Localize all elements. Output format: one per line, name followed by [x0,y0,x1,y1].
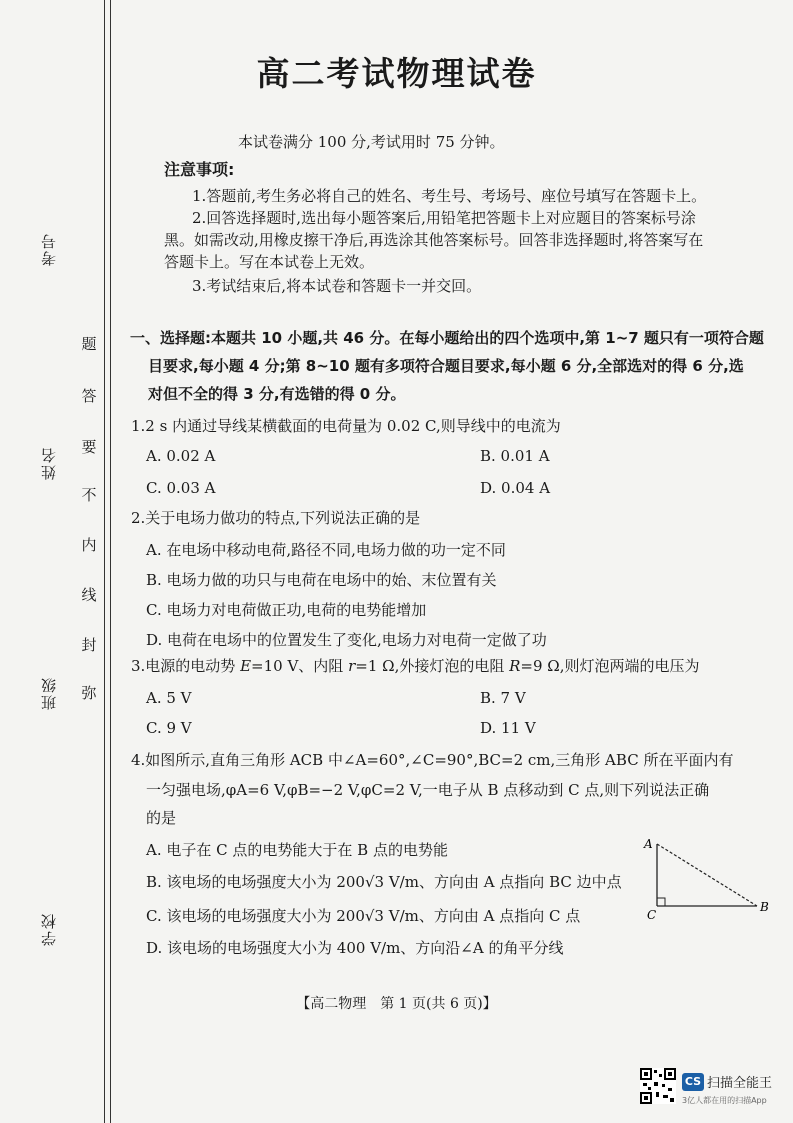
q1-option-b: B. 0.01 A [480,447,550,465]
section-heading-line-2: 目要求,每小题 4 分;第 8~10 题有多项符合题目要求,每小题 6 分,全部选对的得 6 分,选 [148,357,744,375]
q2-stem: 2.关于电场力做功的特点,下列说法正确的是 [131,509,421,527]
q2-option-d: D. 电荷在电场中的位置发生了变化,电场力对电荷一定做了功 [146,631,547,649]
q4-stem-line-1: 4.如图所示,直角三角形 ACB 中∠A=60°,∠C=90°,BC=2 cm,三角形 ABC 所在平面内有 [131,751,734,769]
camscanner-tagline: 3亿人都在用的扫描App [682,1096,767,1105]
seal-char-4: 不 [81,486,97,504]
notice-line-3: 黑。如需改动,用橡皮擦干净后,再选涂其他答案标号。回答非选择题时,将答案写在 [164,231,704,249]
qr-code-icon [640,1068,676,1104]
notice-heading: 注意事项: [164,160,235,179]
binding-line-outer [104,0,105,1123]
seal-char-3: 要 [81,438,97,456]
right-angle-mark [657,898,665,906]
q1-option-d: D. 0.04 A [480,479,551,497]
q3-stem: 3.电源的电动势 E=10 V、内阻 r=1 Ω,外接灯泡的电阻 R=9 Ω,则灯泡两端的电压为 [131,657,700,675]
notice-line-2: 2.回答选择题时,选出每小题答案后,用铅笔把答题卡上对应题目的答案标号涂 [192,209,696,227]
section-heading-line-3: 对但不全的得 3 分,有选错的得 0 分。 [148,385,406,403]
q2-option-c: C. 电场力对电荷做正功,电荷的电势能增加 [146,601,427,619]
notice-line-4: 答题卡上。写在本试卷上无效。 [164,253,375,271]
seal-char-8: 弥 [81,684,97,702]
q3-option-d: D. 11 V [480,719,536,737]
seal-char-6: 线 [81,586,97,604]
notice-line-1: 1.答题前,考生务必将自己的姓名、考生号、考场号、座位号填写在答题卡上。 [192,187,707,205]
notice-line-5: 3.考试结束后,将本试卷和答题卡一并交回。 [192,277,482,295]
q4-stem-line-3: 的是 [146,809,177,827]
side-ab [657,844,757,906]
q1-stem: 1.2 s 内通过导线某横截面的电荷量为 0.02 C,则导线中的电流为 [131,417,561,435]
camscanner-name: 扫描全能王 [707,1076,773,1091]
q4-option-a: A. 电子在 C 点的电势能大于在 B 点的电势能 [146,841,448,859]
seal-char-5: 内 [81,536,97,554]
q3-option-a: A. 5 V [146,689,192,707]
seal-char-7: 封 [81,636,97,654]
vertex-c-label: C [647,908,657,922]
q2-option-b: B. 电场力做的功只与电荷在电场中的始、末位置有关 [146,571,497,589]
triangle-figure [630,832,780,922]
vertex-a-label: A [644,837,653,851]
exam-subtitle: 本试卷满分 100 分,考试用时 75 分钟。 [238,133,505,151]
q1-option-c: C. 0.03 A [146,479,216,497]
q3-option-c: C. 9 V [146,719,192,737]
q2-option-a: A. 在电场中移动电荷,路径不同,电场力做的功一定不同 [146,541,506,559]
q3-option-b: B. 7 V [480,689,526,707]
seal-char-2: 答 [81,387,97,405]
q4-option-d: D. 该电场的电场强度大小为 400 V/m、方向沿∠A 的角平分线 [146,939,564,957]
section-heading-line-1: 一、选择题:本题共 10 小题,共 46 分。在每小题给出的四个选项中,第 1~7 题只有一项符合题 [130,329,764,347]
binding-line-inner [110,0,111,1123]
q4-stem-line-2: 一匀强电场,φA=6 V,φB=−2 V,φC=2 V,一电子从 B 点移动到 C 点,则下列说法正确 [146,781,710,799]
page-footer: 【高二物理 第 1 页(共 6 页)】 [296,996,497,1012]
vertex-b-label: B [760,900,769,914]
exam-number-label: 考号 [40,232,58,266]
exam-title: 高二考试物理试卷 [256,54,537,93]
q1-option-a: A. 0.02 A [146,447,216,465]
seal-char-1: 题 [81,335,97,353]
q4-option-c: C. 该电场的电场强度大小为 200√3 V/m、方向由 A 点指向 C 点 [146,907,581,925]
class-label: 班级 [40,676,58,710]
school-label: 学校 [40,912,58,946]
q4-option-b: B. 该电场的电场强度大小为 200√3 V/m、方向由 A 点指向 BC 边中点 [146,873,622,891]
name-label: 姓名 [40,446,58,480]
camscanner-logo: CS [682,1073,704,1091]
